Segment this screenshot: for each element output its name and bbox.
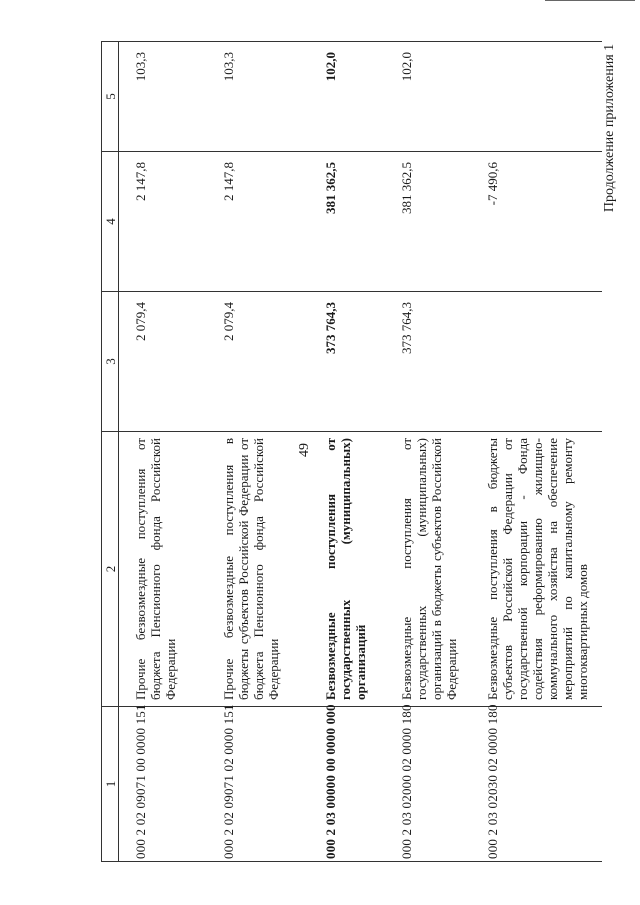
header-col-2: 2	[102, 432, 119, 707]
header-col-3: 3	[102, 292, 119, 432]
row-code: 000 2 03 02000 02 0000 180	[385, 707, 471, 862]
row-name: Безвозмездные поступления от государственных (муниципальных) организаций	[309, 432, 385, 707]
row-value-5: 103,3	[207, 42, 309, 152]
row-name: Безвозмездные поступления от государственных (муниципальных) организаций в бюджеты субъектов Российской Федерации	[385, 432, 471, 707]
table-row	[309, 42, 385, 862]
table-row	[119, 42, 208, 862]
row-value-3: 2 079,4	[119, 292, 208, 432]
row-value-3: 2 079,4	[207, 292, 309, 432]
row-value-5: 102,0	[385, 42, 471, 152]
header-col-1: 1	[102, 707, 119, 862]
row-value-5: 102,0	[309, 42, 385, 152]
row-name: Прочие безвозмездные поступления от бюджета Пенсионного фонда Российской Федерации	[119, 432, 208, 707]
row-value-5	[471, 42, 602, 152]
table-row	[207, 42, 309, 862]
row-value-4: 381 362,5	[309, 152, 385, 292]
row-code: 000 2 03 00000 00 0000 000	[309, 707, 385, 862]
header-col-4: 4	[102, 152, 119, 292]
row-value-3: 373 764,3	[309, 292, 385, 432]
row-value-5: 103,3	[119, 42, 208, 152]
page-number: 49	[297, 443, 312, 457]
table-row	[471, 42, 602, 862]
budget-table	[101, 41, 602, 862]
row-code: 000 2 03 02030 02 0000 180	[471, 707, 602, 862]
row-value-4: 381 362,5	[385, 152, 471, 292]
header-col-5: 5	[102, 42, 119, 152]
row-name: Прочие безвозмездные поступления в бюджеты субъектов Российской Федерации от бюджета Пенсионного фонда Российской Федерации	[207, 432, 309, 707]
row-value-3: 373 764,3	[385, 292, 471, 432]
row-code: 000 2 02 09071 02 0000 151	[207, 707, 309, 862]
row-value-4: 2 147,8	[207, 152, 309, 292]
row-value-4: -7 490,6	[471, 152, 602, 292]
row-name: Безвозмездные поступления в бюджеты субъектов Российской Федерации от государственной корпорации - Фонда содействия реформированию жилищно-коммунального хозяйства на обеспечение мероприятий по капитальному ремонту многоквартирных домов	[471, 432, 602, 707]
table-row	[385, 42, 471, 862]
row-value-4: 2 147,8	[119, 152, 208, 292]
top-rule	[545, 0, 635, 1]
row-value-3	[471, 292, 602, 432]
continuation-note: Продолжение приложения 1	[602, 43, 617, 213]
rotated-table-container	[101, 42, 640, 862]
row-code: 000 2 02 09071 00 0000 151	[119, 707, 208, 862]
table-header-row	[102, 42, 119, 862]
